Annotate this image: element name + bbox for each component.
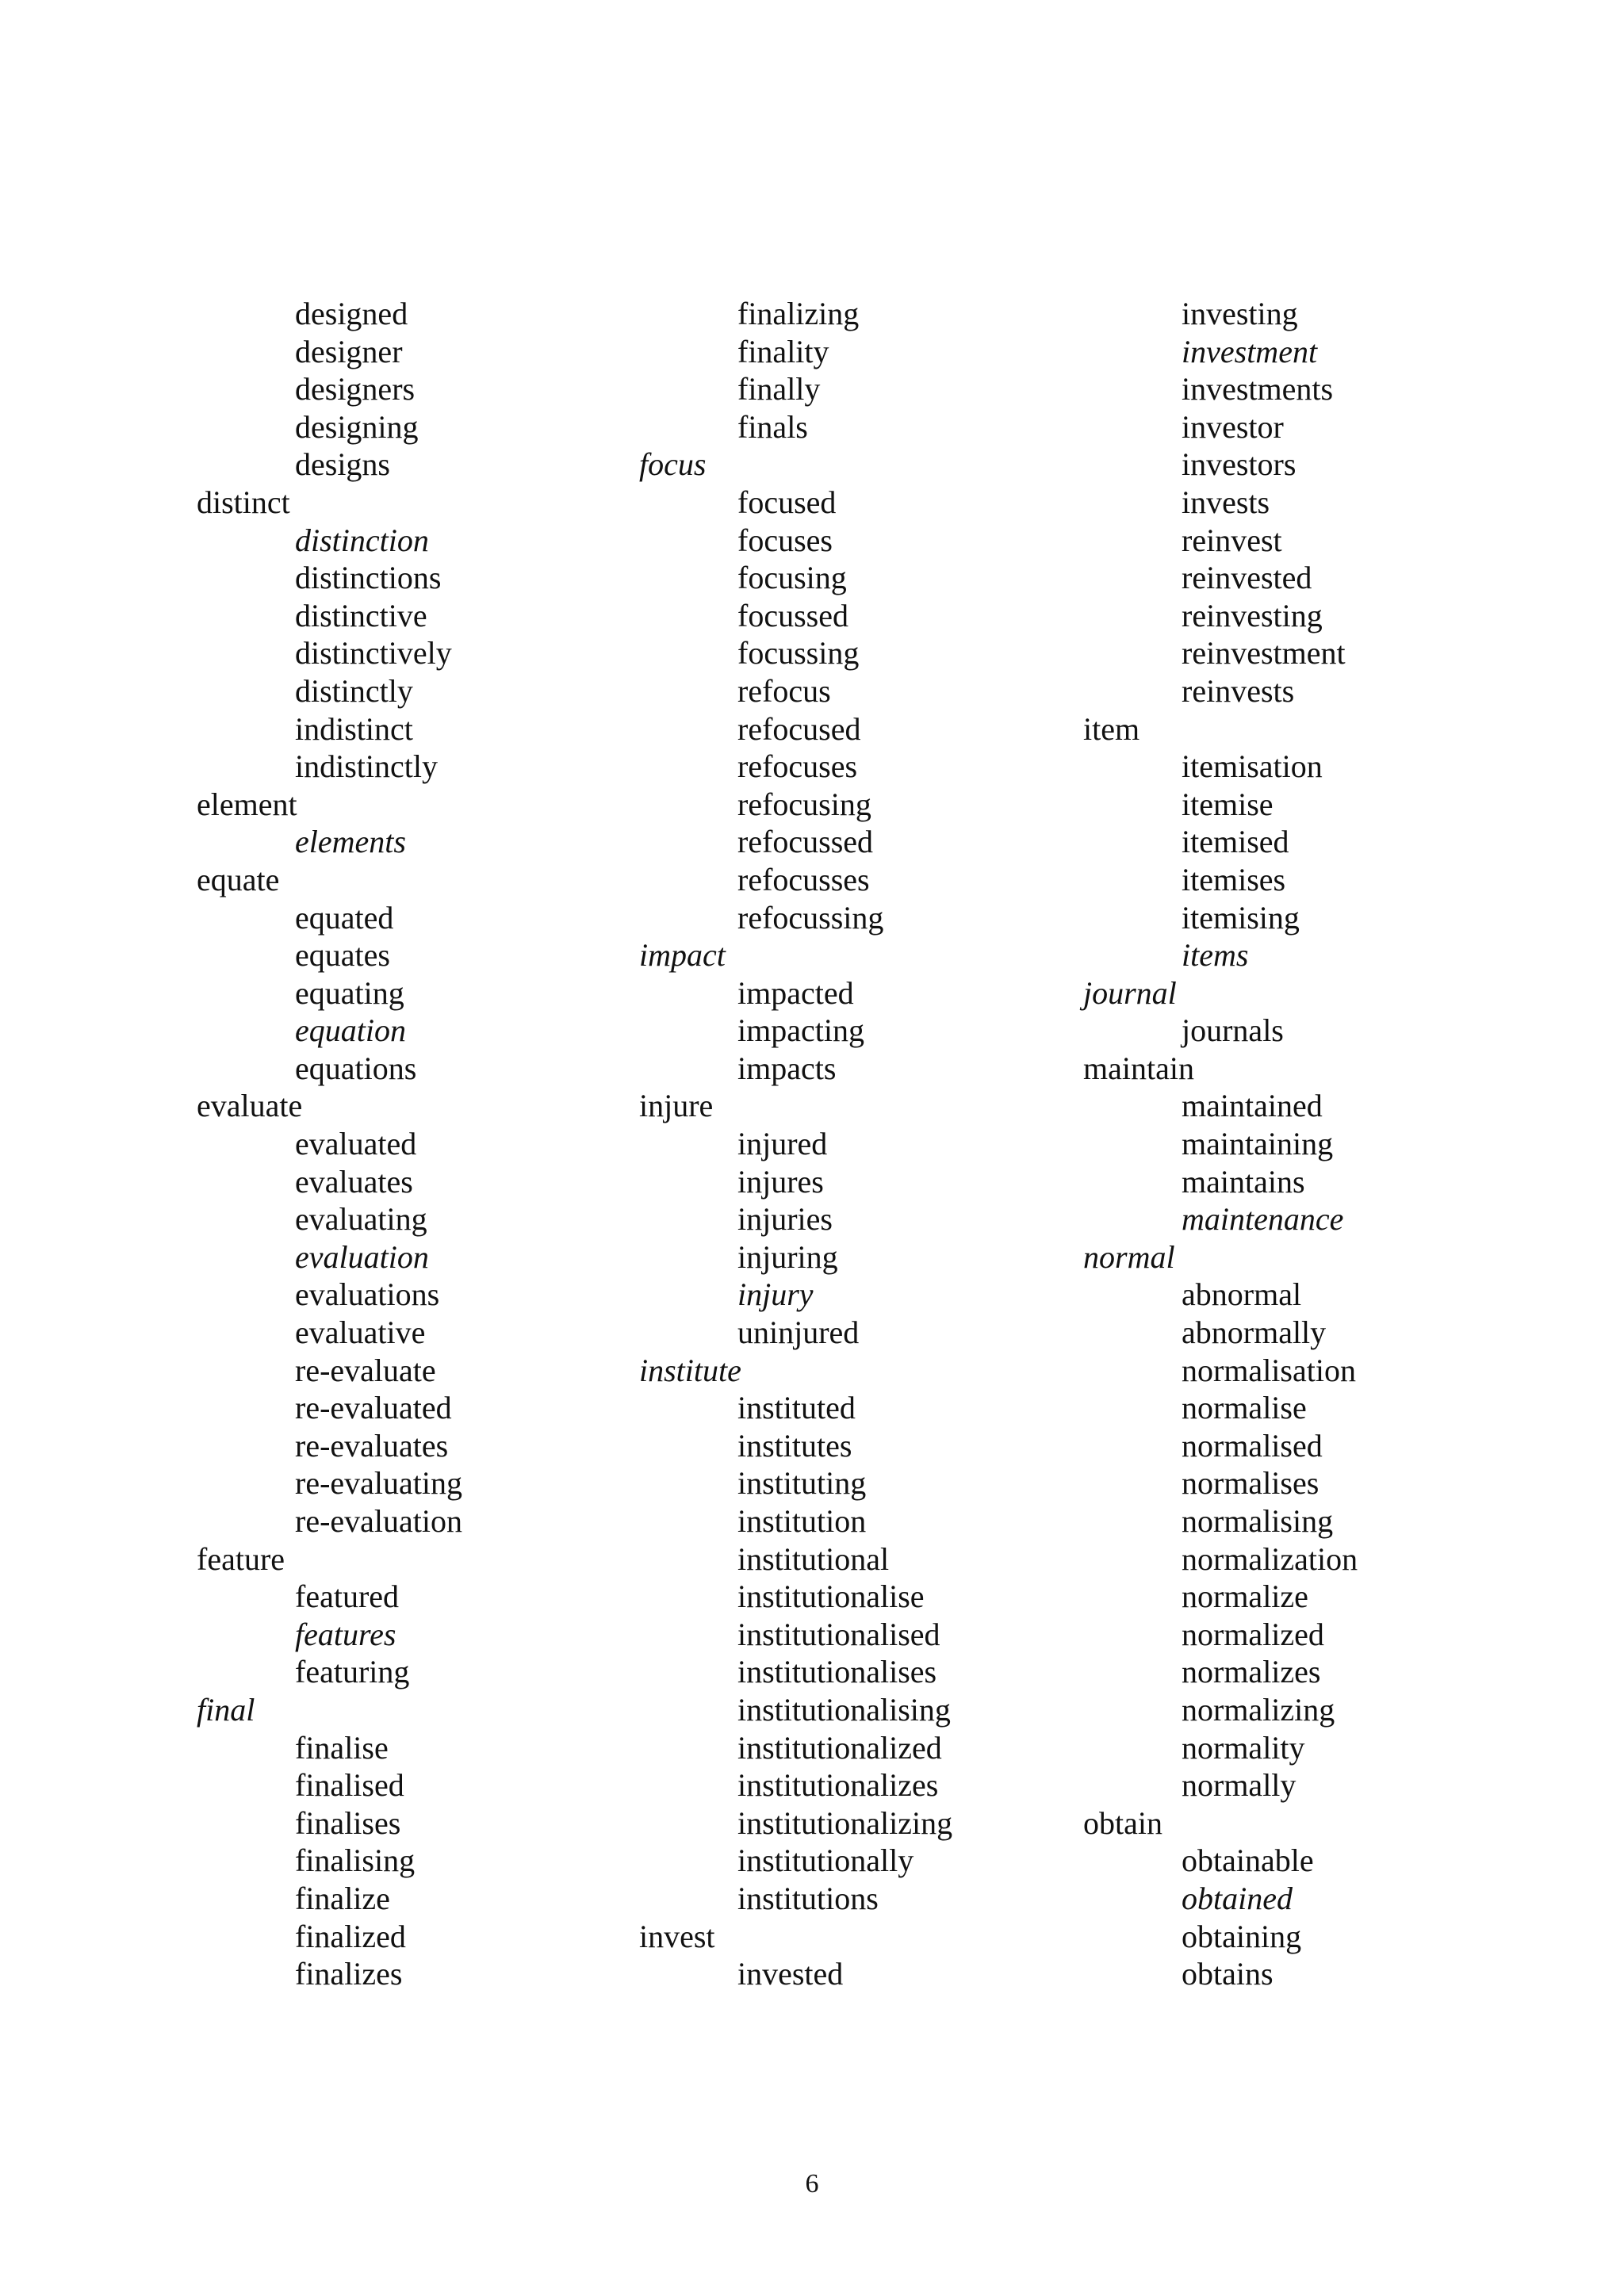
word-form-entry: institutionalising — [737, 1691, 951, 1728]
word-form-entry: investment — [1182, 333, 1318, 369]
word-form-entry: equating — [295, 974, 404, 1011]
word-form-entry: elements — [295, 824, 406, 860]
word-form-entry: designers — [295, 371, 416, 408]
word-form-entry: abnormally — [1182, 1314, 1327, 1351]
word-form-entry: refocussed — [737, 824, 874, 860]
word-form-entry: institutionalizes — [737, 1767, 939, 1804]
word-form-entry: impacts — [737, 1050, 837, 1086]
word-form-entry: investors — [1182, 446, 1297, 483]
headword-entry: final — [197, 1691, 255, 1728]
word-form-entry: injuries — [737, 1201, 833, 1238]
word-form-entry: refocusses — [737, 861, 870, 897]
word-form-entry: equation — [295, 1012, 406, 1049]
word-form-entry: injures — [737, 1163, 824, 1200]
word-form-entry: featuring — [295, 1654, 410, 1690]
word-form-entry: impacting — [737, 1012, 864, 1049]
word-form-entry: impacted — [737, 974, 854, 1011]
word-form-entry: evaluated — [295, 1126, 417, 1162]
word-form-entry: re-evaluate — [295, 1352, 436, 1388]
word-form-entry: finals — [737, 408, 808, 445]
word-form-entry: focussing — [737, 635, 860, 672]
word-form-entry: maintained — [1182, 1088, 1323, 1124]
word-form-entry: injuring — [737, 1238, 838, 1275]
word-form-entry: refocusing — [737, 786, 871, 822]
word-form-entry: finalises — [295, 1804, 401, 1841]
word-form-entry: distinction — [295, 522, 429, 558]
word-form-entry: abnormal — [1182, 1276, 1302, 1313]
headword-entry: institute — [639, 1352, 741, 1388]
word-form-entry: normally — [1182, 1767, 1297, 1804]
headword-entry: feature — [197, 1540, 285, 1577]
word-form-entry: invests — [1182, 484, 1270, 520]
word-form-entry: normalisation — [1182, 1352, 1356, 1388]
word-form-entry: normality — [1182, 1729, 1305, 1766]
word-form-entry: focused — [737, 484, 837, 520]
headword-entry: evaluate — [197, 1088, 303, 1124]
word-form-entry: evaluates — [295, 1163, 413, 1200]
word-form-entry: re-evaluates — [295, 1427, 449, 1464]
word-form-entry: re-evaluated — [295, 1390, 452, 1426]
headword-entry: invest — [639, 1918, 715, 1954]
word-form-entry: refocused — [737, 710, 861, 747]
word-form-entry: maintaining — [1182, 1126, 1334, 1162]
word-form-entry: normalization — [1182, 1540, 1358, 1577]
word-list-column-2 — [639, 295, 1083, 1993]
word-form-entry: designs — [295, 446, 390, 483]
headword-entry: equate — [197, 861, 280, 897]
word-form-entry: equates — [295, 937, 390, 974]
word-form-entry: designer — [295, 333, 403, 369]
word-form-entry: normalize — [1182, 1578, 1308, 1615]
word-form-entry: instituting — [737, 1465, 867, 1502]
word-form-entry: designed — [295, 296, 408, 331]
word-form-entry: institutionalizing — [737, 1804, 953, 1841]
word-form-entry: reinvest — [1182, 522, 1282, 558]
word-form-entry: institutional — [737, 1540, 890, 1577]
word-form-entry: institution — [737, 1503, 867, 1539]
word-form-entry: investments — [1182, 371, 1334, 408]
word-form-entry: equations — [295, 1050, 417, 1086]
word-form-entry: obtains — [1182, 1956, 1274, 1992]
word-form-entry: normalized — [1182, 1616, 1324, 1652]
word-form-entry: institutionally — [737, 1843, 914, 1879]
word-form-entry: finalized — [295, 1918, 406, 1954]
word-form-entry: focusing — [737, 560, 847, 596]
word-form-entry: re-evaluating — [295, 1465, 462, 1502]
word-form-entry: reinvesting — [1182, 597, 1323, 633]
word-form-entry: finalizes — [295, 1956, 403, 1992]
word-form-entry: normalise — [1182, 1390, 1307, 1426]
word-form-entry: evaluative — [295, 1314, 426, 1351]
word-form-entry: institutions — [737, 1880, 879, 1916]
word-list-column-3 — [1083, 295, 1527, 1993]
word-form-entry: invested — [737, 1956, 844, 1992]
word-form-entry: refocussing — [737, 899, 884, 936]
word-form-entry: designing — [295, 408, 419, 445]
word-form-entry: injury — [737, 1276, 814, 1313]
word-form-entry: itemisation — [1182, 748, 1323, 785]
headword-entry: element — [197, 786, 297, 822]
word-form-entry: indistinctly — [295, 748, 438, 785]
word-form-entry: equated — [295, 899, 394, 936]
word-form-entry: finality — [737, 333, 829, 369]
word-form-entry: evaluation — [295, 1238, 429, 1275]
word-list-column-1 — [197, 295, 641, 1993]
headword-entry: injure — [639, 1088, 714, 1124]
word-form-entry: refocuses — [737, 748, 858, 785]
page-number: 6 — [805, 2169, 819, 2198]
word-form-entry: distinctively — [295, 635, 452, 672]
word-form-entry: itemised — [1182, 824, 1289, 860]
word-form-entry: uninjured — [737, 1314, 860, 1351]
headword-entry: normal — [1083, 1238, 1175, 1275]
word-form-entry: finalising — [295, 1843, 416, 1879]
word-form-entry: institutionalised — [737, 1616, 940, 1652]
word-form-entry: distinctly — [295, 672, 413, 709]
word-form-entry: obtainable — [1182, 1843, 1314, 1879]
word-form-entry: finalizing — [737, 296, 860, 331]
word-form-entry: features — [295, 1616, 396, 1652]
word-form-entry: institutionalized — [737, 1729, 942, 1766]
headword-entry: distinct — [197, 484, 290, 520]
word-form-entry: itemising — [1182, 899, 1300, 936]
word-form-entry: institutes — [737, 1427, 852, 1464]
word-form-entry: focuses — [737, 522, 833, 558]
headword-entry: focus — [639, 446, 707, 483]
word-form-entry: finally — [737, 371, 821, 408]
word-form-entry: journals — [1182, 1012, 1284, 1049]
word-form-entry: normalised — [1182, 1427, 1323, 1464]
word-form-entry: injured — [737, 1126, 828, 1162]
word-form-entry: institutionalise — [737, 1578, 925, 1615]
headword-entry: journal — [1083, 974, 1177, 1011]
word-form-entry: distinctions — [295, 560, 442, 596]
headword-entry: impact — [639, 937, 726, 974]
headword-entry: obtain — [1083, 1804, 1162, 1841]
word-form-entry: reinvests — [1182, 672, 1295, 709]
word-form-entry: normalises — [1182, 1465, 1320, 1502]
word-form-entry: normalizes — [1182, 1654, 1321, 1690]
word-form-entry: finalize — [295, 1880, 390, 1916]
word-form-entry: reinvested — [1182, 560, 1312, 596]
word-form-entry: maintenance — [1182, 1201, 1344, 1238]
headword-entry: maintain — [1083, 1050, 1194, 1086]
word-form-entry: indistinct — [295, 710, 413, 747]
word-form-entry: normalizing — [1182, 1691, 1335, 1728]
word-form-entry: investor — [1182, 408, 1284, 445]
word-form-entry: normalising — [1182, 1503, 1334, 1539]
word-form-entry: investing — [1182, 296, 1298, 331]
word-form-entry: obtained — [1182, 1880, 1293, 1916]
word-form-entry: refocus — [737, 672, 831, 709]
word-form-entry: items — [1182, 937, 1249, 974]
headword-entry: item — [1083, 710, 1140, 747]
word-form-entry: featured — [295, 1578, 400, 1615]
word-form-entry: finalised — [295, 1767, 404, 1804]
word-form-entry: re-evaluation — [295, 1503, 462, 1539]
word-form-entry: evaluating — [295, 1201, 427, 1238]
word-form-entry: evaluations — [295, 1276, 440, 1313]
word-form-entry: itemises — [1182, 861, 1286, 897]
word-form-entry: itemise — [1182, 786, 1274, 822]
word-form-entry: reinvestment — [1182, 635, 1346, 672]
word-form-entry: distinctive — [295, 597, 427, 633]
word-form-entry: focussed — [737, 597, 848, 633]
word-form-entry: obtaining — [1182, 1918, 1302, 1954]
word-form-entry: institutionalises — [737, 1654, 937, 1690]
word-form-entry: finalise — [295, 1729, 389, 1766]
word-form-entry: maintains — [1182, 1163, 1305, 1200]
word-form-entry: instituted — [737, 1390, 856, 1426]
